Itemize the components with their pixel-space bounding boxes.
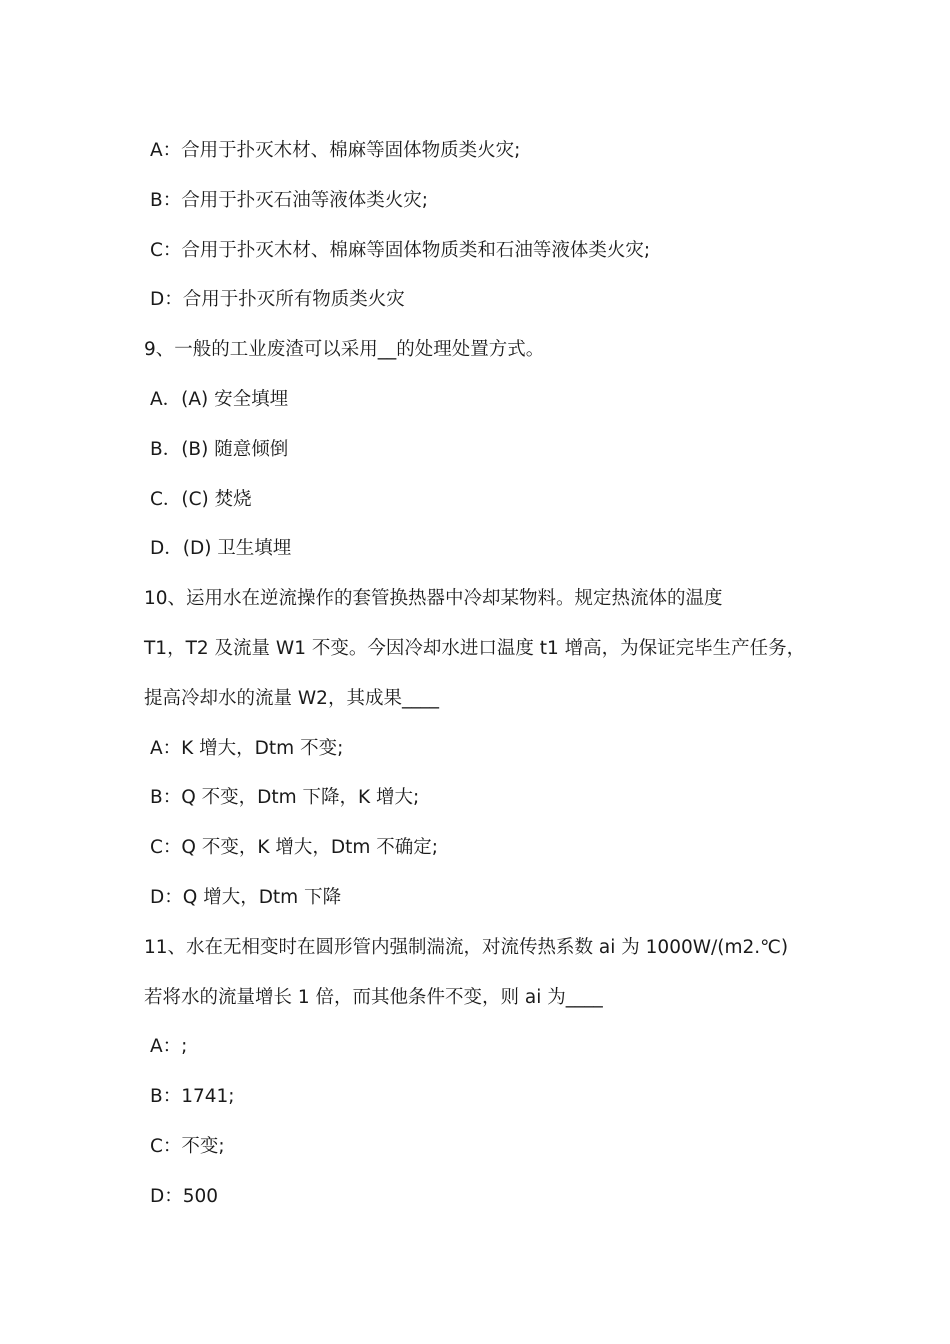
option-line: A：K 增大，Dtm 不变; xyxy=(150,737,344,759)
option-line: C：合用于扑灭木材、棉麻等固体物质类和石油等液体类火灾; xyxy=(150,239,651,261)
question-line: 11、水在无相变时在圆形管内强制湍流，对流传热系数 ai 为 1000W/(m2.℃) xyxy=(144,936,789,958)
option-line: B：Q 不变，Dtm 下降，K 增大; xyxy=(150,787,420,809)
question-line: 提高冷却水的流量 W2，其成果____ xyxy=(144,687,439,709)
question-line: 9、一般的工业废渣可以采用__的处理处置方式。 xyxy=(144,339,545,361)
option-line: D：合用于扑灭所有物质类火灾 xyxy=(150,289,405,311)
option-line: B：合用于扑灭石油等液体类火灾; xyxy=(150,189,428,211)
document-content xyxy=(144,126,834,1222)
question-line: 若将水的流量增长 1 倍，而其他条件不变，则 ai 为____ xyxy=(144,986,603,1008)
option-line: D：Q 增大，Dtm 下降 xyxy=(150,886,342,908)
question-line: T1，T2 及流量 W1 不变。今因冷却水进口温度 t1 增高，为保证完毕生产任务， xyxy=(144,637,806,659)
option-line: A：合用于扑灭木材、棉麻等固体物质类火灾; xyxy=(150,140,521,161)
option-line: B：1741; xyxy=(150,1086,235,1108)
option-line: C．(C) 焚烧 xyxy=(150,488,252,510)
option-line: D：500 xyxy=(150,1185,219,1207)
option-line: A：; xyxy=(150,1036,188,1058)
option-line: A．(A) 安全填埋 xyxy=(150,388,289,410)
option-line: C：不变; xyxy=(150,1135,225,1157)
option-line: D．(D) 卫生填埋 xyxy=(150,538,292,560)
question-line: 10、运用水在逆流操作的套管换热器中冷却某物料。规定热流体的温度 xyxy=(144,588,723,610)
option-line: B．(B) 随意倾倒 xyxy=(150,438,289,460)
option-line: C：Q 不变，K 增大，Dtm 不确定; xyxy=(150,837,439,859)
